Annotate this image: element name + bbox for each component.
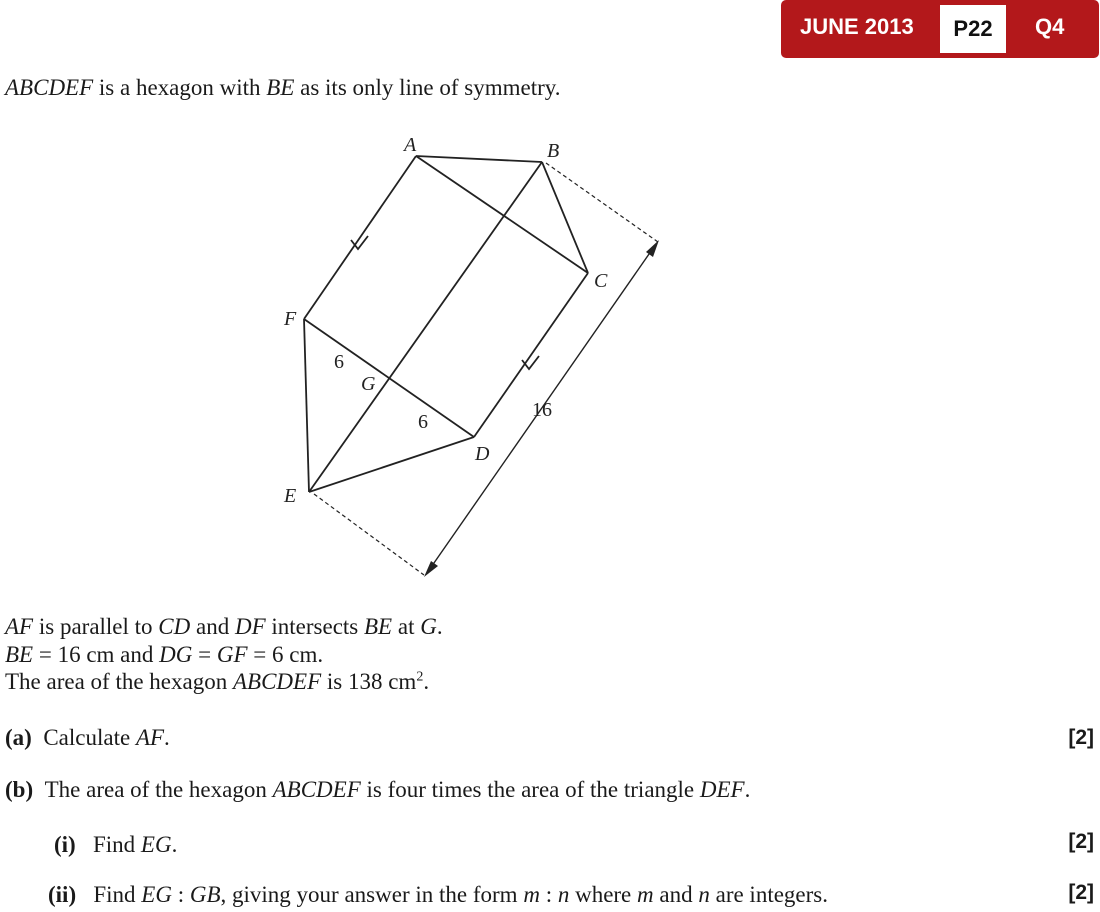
label-d: D	[475, 443, 490, 465]
label-b: B	[547, 140, 560, 162]
question-b-i: (i) Find EG.	[54, 832, 178, 857]
diagonal-fd	[304, 319, 474, 437]
edge-fa	[304, 156, 416, 319]
info-line-3: The area of the hexagon ABCDEF is 138 $cm^2$.	[5, 669, 430, 694]
length-gd: 6	[418, 411, 428, 433]
dimension-arrowhead-bottom	[424, 561, 438, 577]
edge-de	[309, 437, 474, 492]
info-line-2: BE = 16 cm and DG = GF = 6 cm.	[5, 642, 324, 667]
paper-label: P22	[940, 5, 1006, 53]
diagonal-be	[309, 162, 542, 492]
label-g: G	[361, 373, 376, 395]
intro-text: ABCDEF is a hexagon with BE as its only line of symmetry.	[5, 75, 561, 100]
dashed-extension-b	[546, 163, 658, 242]
marks-b-i: [2]	[1068, 830, 1094, 853]
question-a: (a) Calculate AF.	[5, 725, 170, 750]
length-fg: 6	[334, 351, 344, 373]
length-be: 16	[532, 399, 552, 421]
info-line-1: AF is parallel to CD and DF intersects BE at G.	[5, 614, 443, 639]
marks-b-ii: [2]	[1068, 881, 1094, 904]
question-b: (b) The area of the hexagon ABCDEF is four times the area of the triangle DEF.	[5, 777, 751, 802]
label-c: C	[594, 270, 608, 292]
diagonal-ac	[416, 156, 588, 273]
edge-ab	[416, 156, 542, 162]
label-e: E	[284, 485, 297, 507]
parallel-arrow-cd	[522, 356, 539, 369]
marks-a: [2]	[1068, 726, 1094, 749]
dashed-extension-e	[314, 494, 424, 575]
edge-ef	[304, 319, 309, 492]
question-b-ii: (ii) Find EG : GB, giving your answer in the form m : n where m and n are integers.	[48, 882, 828, 907]
session-label: JUNE 2013	[800, 14, 914, 39]
edge-cd	[474, 273, 588, 437]
label-f: F	[284, 308, 297, 330]
question-number: Q4	[1035, 14, 1065, 39]
label-a: A	[404, 134, 417, 156]
